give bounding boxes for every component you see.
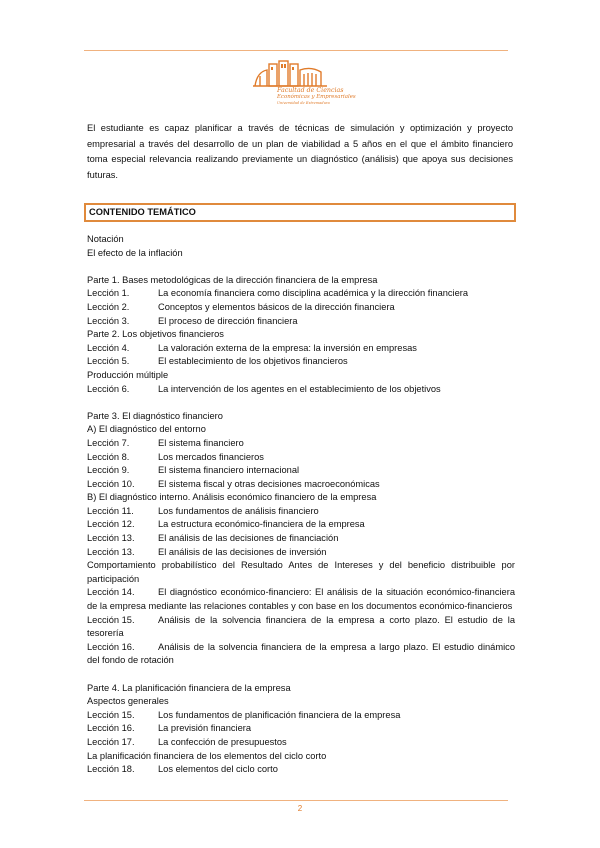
lesson-title: El sistema financiero xyxy=(158,437,244,448)
logo-line-2: Económicas y Empresariales xyxy=(277,94,356,100)
lesson-row xyxy=(87,315,515,329)
lesson-number: Lección 4. xyxy=(87,342,130,353)
lesson-number: Lección 16. xyxy=(87,723,135,734)
section-heading-box xyxy=(84,203,516,222)
page-number: 2 xyxy=(297,804,303,813)
lesson-title: La intervención de los agentes en el establecimiento de los objetivos xyxy=(158,383,441,394)
part-2-heading: Parte 2. Los objetivos financieros xyxy=(87,329,224,340)
notation-line: Notación xyxy=(87,234,124,244)
lesson-number: Lección 15. xyxy=(87,614,135,625)
lesson-title: Los elementos del ciclo corto xyxy=(158,764,278,775)
lesson-title: La estructura económico-financiera de la empresa xyxy=(158,519,365,530)
lesson-title: Conceptos y elementos básicos de la dirección financiera xyxy=(158,301,395,312)
footer-rule xyxy=(84,800,508,801)
section-title: CONTENIDO TEMÁTICO xyxy=(89,207,196,217)
building-logo-icon xyxy=(251,58,337,88)
lesson-row xyxy=(87,763,515,777)
lesson-row xyxy=(87,532,515,546)
lesson-title: Análisis de la solvencia financiera de la empresa a corto plazo. El estudio de la tesorería xyxy=(87,614,515,639)
lesson-title: Los fundamentos de análisis financiero xyxy=(158,505,319,516)
intro-paragraph: El estudiante es capaz planificar a través de técnicas de simulación y optimización y proyecto empresarial a través del desarrollo de un plan de viabilidad a 5 años en el que el ámbito financiero toma especial relevancia realizando previamente un diagnóstico (análisis) que apoya sus decisiones futuras. xyxy=(87,123,513,180)
lesson-title: El análisis de las decisiones de inversión xyxy=(158,546,327,557)
lesson-row xyxy=(87,518,515,532)
lesson-title: La economía financiera como disciplina académica y la dirección financiera xyxy=(158,288,469,299)
lesson-row xyxy=(87,383,515,397)
subheading-interno: B) El diagnóstico interno. Análisis económico financiero de la empresa xyxy=(87,492,377,503)
lesson-row-wrapped xyxy=(87,586,515,613)
lesson-number: Lección 13. xyxy=(87,533,135,544)
lesson-number: Lección 12. xyxy=(87,519,135,530)
header-rule xyxy=(84,50,508,51)
lesson-number: Lección 3. xyxy=(87,315,130,326)
lesson-number: Lección 1. xyxy=(87,288,130,299)
part-3-heading: Parte 3. El diagnóstico financiero xyxy=(87,410,223,421)
lesson-number: Lección 5. xyxy=(87,356,130,367)
lesson-title: Los fundamentos de planificación financiera de la empresa xyxy=(158,709,401,720)
lesson-row xyxy=(87,505,515,519)
part-1-heading: Parte 1. Bases metodológicas de la dirección financiera de la empresa xyxy=(87,274,378,285)
lesson-title: El diagnóstico económico-financiero: El análisis de la situación económico-financiera de la empresa mediante las relaciones contables y con base en los documentos económico-financieros xyxy=(87,587,515,612)
lesson-title: La confección de presupuestos xyxy=(158,736,287,747)
lesson-row xyxy=(87,736,515,750)
lesson-number: Lección 17. xyxy=(87,736,135,747)
lesson-title: El sistema financiero internacional xyxy=(158,465,300,476)
lesson-row xyxy=(87,464,515,478)
inflation-line: El efecto de la inflación xyxy=(87,247,183,258)
lesson-row xyxy=(87,451,515,465)
lesson-title: La previsión financiera xyxy=(158,723,252,734)
lesson-number: Lección 10. xyxy=(87,478,135,489)
lesson-number: Lección 6. xyxy=(87,383,130,394)
subheading-comportamiento: Comportamiento probabilístico del Resultado Antes de Intereses y del beneficio distribuible por participación xyxy=(87,560,515,584)
syllabus-content xyxy=(87,233,515,777)
lesson-number: Lección 18. xyxy=(87,764,135,775)
lesson-title: El sistema fiscal y otras decisiones macroeconómicas xyxy=(158,478,380,489)
lesson-row-wrapped xyxy=(87,641,515,668)
lesson-title: El proceso de dirección financiera xyxy=(158,315,298,326)
lesson-row xyxy=(87,287,515,301)
faculty-logo xyxy=(251,58,356,114)
lesson-row xyxy=(87,355,515,369)
lesson-number: Lección 9. xyxy=(87,465,130,476)
lesson-row xyxy=(87,709,515,723)
part-4-heading: Parte 4. La planificación financiera de la empresa xyxy=(87,682,291,693)
lesson-title: Análisis de la solvencia financiera de la empresa a largo plazo. El estudio dinámico del fondo de rotación xyxy=(87,641,515,666)
lesson-row xyxy=(87,546,515,560)
lesson-number: Lección 8. xyxy=(87,451,130,462)
lesson-number: Lección 13. xyxy=(87,546,135,557)
lesson-title: La valoración externa de la empresa: la inversión en empresas xyxy=(158,342,417,353)
logo-line-3: Universidad de Extremadura xyxy=(277,101,330,105)
lesson-row-wrapped xyxy=(87,614,515,641)
lesson-row xyxy=(87,342,515,356)
lesson-row xyxy=(87,478,515,492)
logo-line-1: Facultad de Ciencias xyxy=(277,87,344,94)
lesson-row xyxy=(87,301,515,315)
lesson-number: Lección 14. xyxy=(87,587,135,598)
lesson-number: Lección 11. xyxy=(87,505,134,516)
subheading-aspectos: Aspectos generales xyxy=(87,696,169,707)
subheading-entorno: A) El diagnóstico del entorno xyxy=(87,424,206,435)
lesson-number: Lección 7. xyxy=(87,437,130,448)
lesson-title: El establecimiento de los objetivos financieros xyxy=(158,356,348,367)
lesson-number: Lección 15. xyxy=(87,709,135,720)
lesson-row xyxy=(87,722,515,736)
lesson-number: Lección 16. xyxy=(87,641,135,652)
lesson-title: El análisis de las decisiones de financiación xyxy=(158,533,339,544)
lesson-number: Lección 2. xyxy=(87,301,130,312)
lesson-title: Los mercados financieros xyxy=(158,451,264,462)
subheading-planificacion: La planificación financiera de los elementos del ciclo corto xyxy=(87,750,327,761)
subheading-produccion: Producción múltiple xyxy=(87,369,169,380)
lesson-row xyxy=(87,437,515,451)
